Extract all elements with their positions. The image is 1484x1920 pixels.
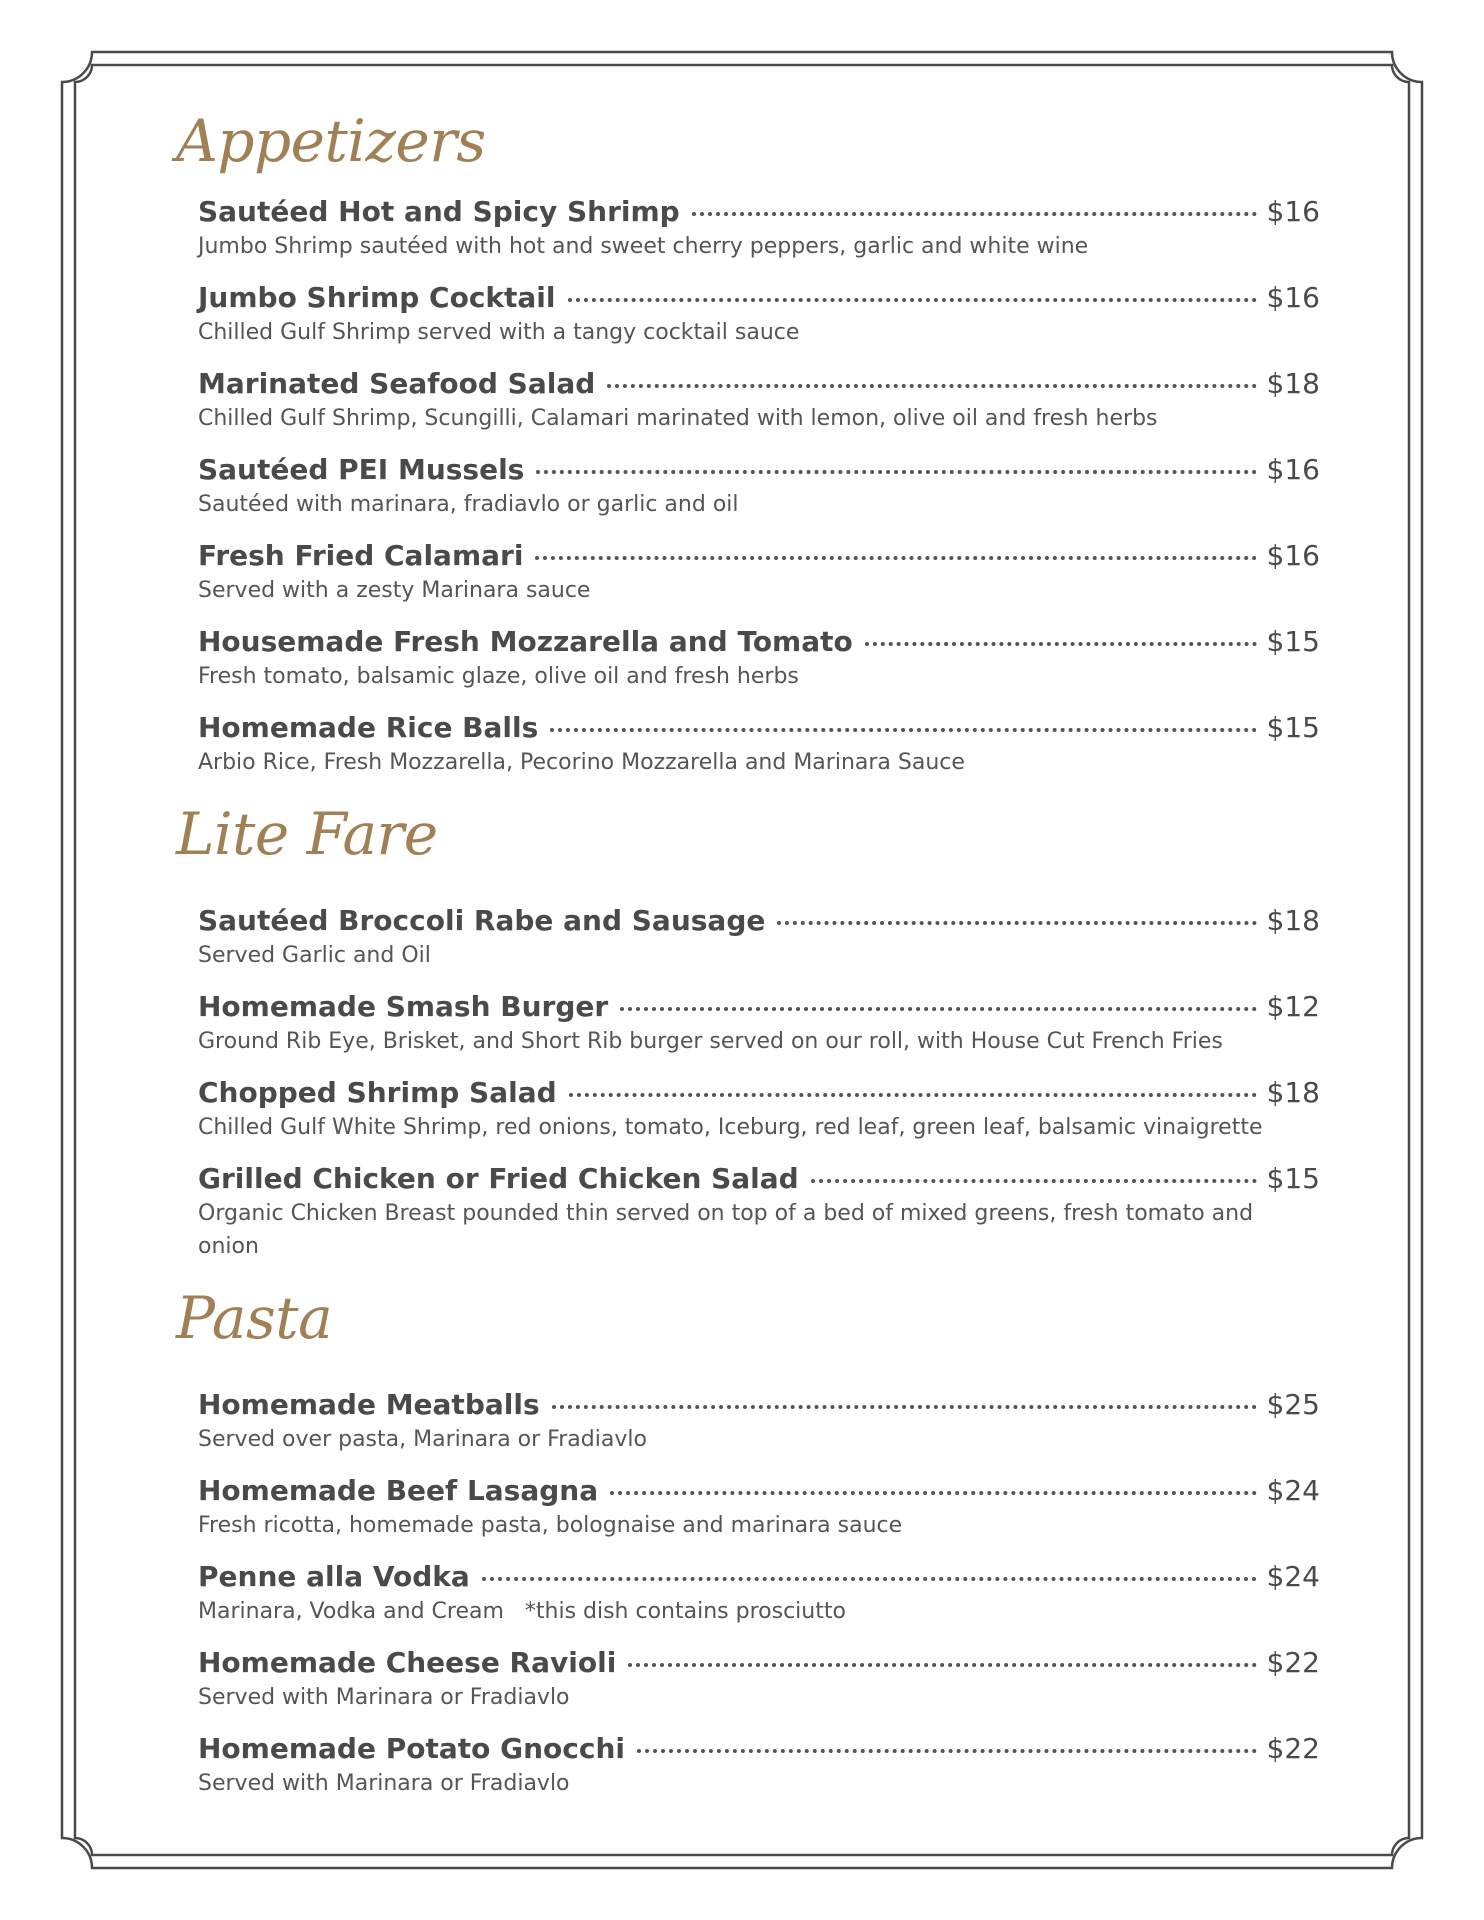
item-price: $18 bbox=[1266, 904, 1320, 937]
dot-leader bbox=[482, 1577, 1257, 1581]
item-price: $25 bbox=[1266, 1388, 1320, 1421]
menu-item bbox=[198, 1559, 1320, 1628]
item-description: Organic Chicken Breast pounded thin served on top of a bed of mixed greens, fresh tomato and onion bbox=[198, 1201, 1254, 1259]
item-name: Homemade Meatballs bbox=[198, 1388, 540, 1421]
menu-item bbox=[198, 1161, 1320, 1263]
item-name: Fresh Fried Calamari bbox=[198, 539, 524, 572]
item-name: Penne alla Vodka bbox=[198, 1560, 470, 1593]
item-name: Sautéed Hot and Spicy Shrimp bbox=[198, 195, 680, 228]
dot-leader bbox=[811, 1179, 1257, 1183]
item-name: Marinated Seafood Salad bbox=[198, 367, 596, 400]
item-name: Chopped Shrimp Salad bbox=[198, 1076, 557, 1109]
dot-leader bbox=[536, 470, 1256, 474]
dot-leader bbox=[550, 728, 1256, 732]
dot-leader bbox=[777, 921, 1256, 925]
item-description: Served over pasta, Marinara or Fradiavlo bbox=[198, 1427, 647, 1452]
item-name: Homemade Cheese Ravioli bbox=[198, 1646, 617, 1679]
item-description: Chilled Gulf White Shrimp, red onions, tomato, Iceburg, red leaf, green leaf, balsamic vinaigrette bbox=[198, 1115, 1263, 1140]
section-title: Pasta bbox=[176, 1284, 333, 1352]
item-price: $24 bbox=[1266, 1474, 1320, 1507]
menu-item bbox=[198, 989, 1320, 1058]
item-name: Grilled Chicken or Fried Chicken Salad bbox=[198, 1162, 799, 1195]
menu-item bbox=[198, 624, 1320, 693]
menu-item bbox=[198, 1645, 1320, 1714]
menu-item bbox=[198, 366, 1320, 435]
item-description: Sautéed with marinara, fradiavlo or garlic and oil bbox=[198, 492, 739, 517]
dot-leader bbox=[607, 384, 1256, 388]
item-description: Fresh ricotta, homemade pasta, bolognaise and marinara sauce bbox=[198, 1513, 903, 1538]
item-price: $18 bbox=[1266, 367, 1320, 400]
item-price: $15 bbox=[1266, 711, 1320, 744]
dot-leader bbox=[569, 1093, 1257, 1097]
item-price: $12 bbox=[1266, 990, 1320, 1023]
item-name: Sautéed Broccoli Rabe and Sausage bbox=[198, 904, 766, 937]
menu-item-list bbox=[198, 903, 1320, 1263]
item-description: Served with Marinara or Fradiavlo bbox=[198, 1771, 570, 1796]
dot-leader bbox=[552, 1405, 1257, 1409]
section-title: Appetizers bbox=[176, 107, 486, 175]
item-price: $16 bbox=[1266, 453, 1320, 486]
menu-item bbox=[198, 710, 1320, 779]
dot-leader bbox=[620, 1007, 1256, 1011]
item-description: Ground Rib Eye, Brisket, and Short Rib burger served on our roll, with House Cut French Fries bbox=[198, 1029, 1223, 1054]
section-lite-fare bbox=[176, 800, 1320, 1263]
item-price: $24 bbox=[1266, 1560, 1320, 1593]
menu-item-list bbox=[198, 1387, 1320, 1800]
dot-leader bbox=[568, 298, 1257, 302]
dot-leader bbox=[865, 642, 1257, 646]
item-description: Chilled Gulf Shrimp served with a tangy cocktail sauce bbox=[198, 320, 800, 345]
item-name: Homemade Rice Balls bbox=[198, 711, 539, 744]
item-price: $18 bbox=[1266, 1076, 1320, 1109]
section-appetizers bbox=[176, 107, 1320, 779]
menu-item bbox=[198, 903, 1320, 972]
item-price: $16 bbox=[1266, 195, 1320, 228]
dot-leader bbox=[610, 1491, 1256, 1495]
item-description: Served with a zesty Marinara sauce bbox=[198, 578, 591, 603]
menu-item bbox=[198, 538, 1320, 607]
item-description: Arbio Rice, Fresh Mozzarella, Pecorino Mozzarella and Marinara Sauce bbox=[198, 750, 965, 775]
item-description: Chilled Gulf Shrimp, Scungilli, Calamari marinated with lemon, olive oil and fresh herbs bbox=[198, 406, 1158, 431]
menu-item bbox=[198, 1731, 1320, 1800]
item-name: Sautéed PEI Mussels bbox=[198, 453, 525, 486]
item-price: $22 bbox=[1266, 1732, 1320, 1765]
menu bbox=[176, 107, 1320, 1817]
dot-leader bbox=[637, 1749, 1257, 1753]
item-price: $16 bbox=[1266, 281, 1320, 314]
section-title: Lite Fare bbox=[176, 800, 438, 868]
menu-item bbox=[198, 280, 1320, 349]
section-pasta bbox=[176, 1284, 1320, 1800]
item-name: Homemade Beef Lasagna bbox=[198, 1474, 599, 1507]
menu-item-list bbox=[198, 194, 1320, 779]
dot-leader bbox=[628, 1663, 1256, 1667]
menu-item bbox=[198, 452, 1320, 521]
dot-leader bbox=[535, 556, 1256, 560]
item-name: Jumbo Shrimp Cocktail bbox=[198, 281, 556, 314]
item-price: $15 bbox=[1266, 625, 1320, 658]
menu-item bbox=[198, 1075, 1320, 1144]
item-description: Fresh tomato, balsamic glaze, olive oil and fresh herbs bbox=[198, 664, 799, 689]
item-description: Served Garlic and Oil bbox=[198, 943, 431, 968]
menu-item bbox=[198, 1387, 1320, 1456]
item-name: Homemade Potato Gnocchi bbox=[198, 1732, 625, 1765]
item-price: $16 bbox=[1266, 539, 1320, 572]
item-price: $22 bbox=[1266, 1646, 1320, 1679]
item-price: $15 bbox=[1266, 1162, 1320, 1195]
menu-item bbox=[198, 194, 1320, 263]
item-description: Marinara, Vodka and Cream *this dish contains prosciutto bbox=[198, 1599, 846, 1624]
item-description: Jumbo Shrimp sautéed with hot and sweet cherry peppers, garlic and white wine bbox=[198, 234, 1089, 259]
item-description: Served with Marinara or Fradiavlo bbox=[198, 1685, 570, 1710]
dot-leader bbox=[692, 212, 1257, 216]
menu-item bbox=[198, 1473, 1320, 1542]
item-name: Homemade Smash Burger bbox=[198, 990, 609, 1023]
item-name: Housemade Fresh Mozzarella and Tomato bbox=[198, 625, 853, 658]
